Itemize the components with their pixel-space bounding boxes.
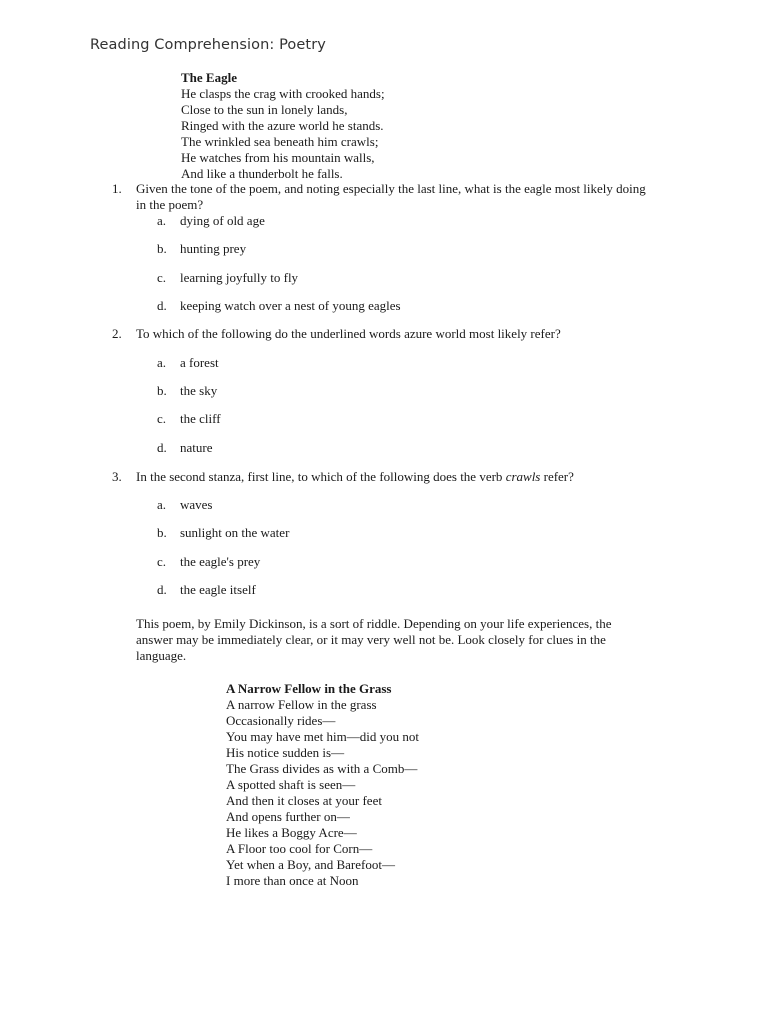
option-text: sunlight on the water: [180, 525, 290, 540]
option-text: hunting prey: [180, 241, 247, 256]
intro-line: This poem, by Emily Dickinson, is a sort of riddle. Depending on your life experiences, the: [136, 616, 612, 631]
intro-line: language.: [136, 648, 187, 663]
poem-line: A narrow Fellow in the grass: [226, 697, 377, 712]
question-text-line: in the poem?: [136, 197, 204, 212]
option-text: keeping watch over a nest of young eagles: [180, 298, 401, 313]
intro-line: answer may be immediately clear, or it may very well not be. Look closely for clues in the: [136, 632, 606, 647]
poem-line: And opens further on—: [226, 809, 350, 824]
option-letter: d.: [157, 440, 167, 455]
poem-line: And like a thunderbolt he falls.: [181, 166, 343, 181]
poem-line: A Floor too cool for Corn—: [226, 841, 373, 856]
poem-line: Occasionally rides—: [226, 713, 336, 728]
option-text: the eagle's prey: [180, 554, 261, 569]
option-text: learning joyfully to fly: [180, 270, 299, 285]
question-text-part: In the second stanza, first line, to which of the following does the verb: [136, 469, 506, 484]
question-number: 3.: [112, 469, 122, 484]
option-text: waves: [180, 497, 213, 512]
option-letter: a.: [157, 355, 167, 370]
question-text: [136, 469, 696, 485]
poem-line: Ringed with the azure world he stands.: [181, 118, 384, 133]
question-text-part: refer?: [540, 469, 574, 484]
poem-line: The Grass divides as with a Comb—: [226, 761, 418, 776]
option-letter: d.: [157, 298, 167, 313]
option-letter: b.: [157, 525, 167, 540]
question-text-line: Given the tone of the poem, and noting especially the last line, what is the eagle most likely doing: [136, 181, 646, 196]
option-letter: b.: [157, 383, 167, 398]
option-text: the sky: [180, 383, 218, 398]
intro-paragraph: [136, 616, 656, 664]
option-text: a forest: [180, 355, 219, 370]
question-number: 1.: [112, 181, 122, 196]
poem-line: His notice sudden is—: [226, 745, 345, 760]
poem-line: The wrinkled sea beneath him crawls;: [181, 134, 379, 149]
poem-line: Close to the sun in lonely lands,: [181, 102, 348, 117]
option-letter: c.: [157, 411, 167, 426]
option-text: nature: [180, 440, 213, 455]
option-text: the cliff: [180, 411, 221, 426]
option-text: dying of old age: [180, 213, 265, 228]
poem-title: A Narrow Fellow in the Grass: [226, 681, 392, 696]
option-text: the eagle itself: [180, 582, 256, 597]
poem-line: He watches from his mountain walls,: [181, 150, 375, 165]
poem-the-eagle: [181, 70, 385, 182]
poem-line: He likes a Boggy Acre—: [226, 825, 357, 840]
poem-line: Yet when a Boy, and Barefoot—: [226, 857, 395, 872]
option-letter: d.: [157, 582, 167, 597]
option-letter: b.: [157, 241, 167, 256]
poem-line: I more than once at Noon: [226, 873, 359, 888]
question-number: 2.: [112, 326, 122, 341]
poem-narrow-fellow: [226, 681, 419, 889]
option-letter: c.: [157, 270, 167, 285]
page-title: Reading Comprehension: Poetry: [90, 37, 326, 53]
option-letter: c.: [157, 554, 167, 569]
poem-line: He clasps the crag with crooked hands;: [181, 86, 385, 101]
poem-line: A spotted shaft is seen—: [226, 777, 356, 792]
poem-title: The Eagle: [181, 70, 237, 85]
option-letter: a.: [157, 497, 167, 512]
question-text: To which of the following do the underlined words azure world most likely refer?: [136, 326, 561, 341]
question-text-emphasis: crawls: [505, 469, 541, 484]
poem-line: And then it closes at your feet: [226, 793, 382, 808]
option-letter: a.: [157, 213, 167, 228]
question-text: [136, 181, 696, 213]
poem-line: You may have met him—did you not: [226, 729, 419, 744]
